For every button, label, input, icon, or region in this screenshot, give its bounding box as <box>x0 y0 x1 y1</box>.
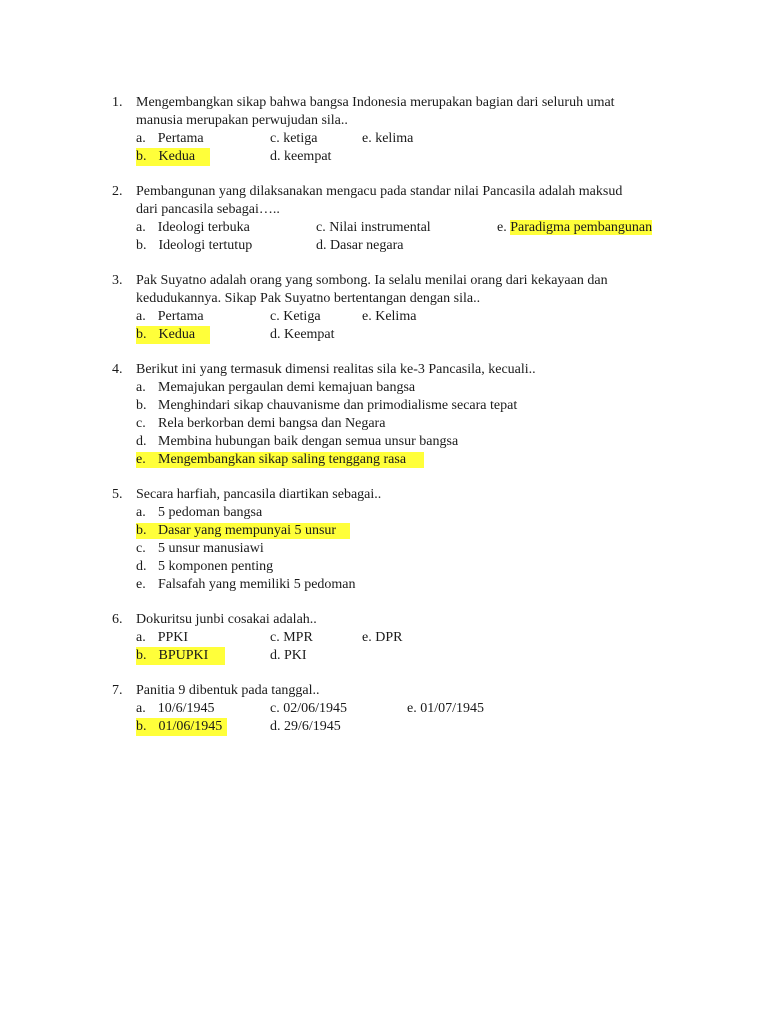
option-d: d. keempat <box>270 149 332 164</box>
option-a: a. Pertama <box>136 309 204 324</box>
question-number: 2. <box>112 184 123 199</box>
option-a: a. Ideologi terbuka <box>136 220 250 235</box>
option-c: c. Rela berkorban demi bangsa dan Negara <box>136 416 386 431</box>
question-1 <box>112 94 692 166</box>
option-b-answer: b. BPUPKI <box>136 647 225 665</box>
question-text-line: Berikut ini yang termasuk dimensi realitas sila ke-3 Pancasila, kecuali.. <box>136 362 536 377</box>
option-c: c. ketiga <box>270 131 318 146</box>
option-d: d. 29/6/1945 <box>270 719 341 734</box>
question-number: 5. <box>112 487 123 502</box>
option-a: a. 5 pedoman bangsa <box>136 505 263 520</box>
option-e: e. 01/07/1945 <box>407 701 484 716</box>
option-b-answer: b. Kedua <box>136 148 210 166</box>
question-text-line: Mengembangkan sikap bahwa bangsa Indonesia merupakan bagian dari seluruh umat <box>136 95 615 110</box>
option-c: c. Ketiga <box>270 309 321 324</box>
option-a: a. Memajukan pergaulan demi kemajuan bangsa <box>136 380 416 395</box>
option-b: b. Ideologi tertutup <box>136 238 253 253</box>
option-c: c. 5 unsur manusiawi <box>136 541 264 556</box>
option-c: c. Nilai instrumental <box>316 220 431 235</box>
option-e-answer: e. Mengembangkan sikap saling tenggang rasa <box>112 451 692 469</box>
option-d: d. Dasar negara <box>316 238 404 253</box>
option-d: d. Keempat <box>270 327 335 342</box>
question-number: 3. <box>112 273 123 288</box>
question-3 <box>112 272 692 344</box>
option-e: e. Falsafah yang memiliki 5 pedoman <box>136 577 356 592</box>
option-b: b. Menghindari sikap chauvanisme dan primodialisme secara tepat <box>136 398 518 413</box>
question-number: 4. <box>112 362 123 377</box>
option-a: a. Pertama <box>136 131 204 146</box>
option-a: a. 10/6/1945 <box>136 701 215 716</box>
option-b-answer: b. Dasar yang mempunyai 5 unsur <box>112 522 692 540</box>
question-6 <box>112 611 692 665</box>
option-d: d. PKI <box>270 648 307 663</box>
question-text-line: manusia merupakan perwujudan sila.. <box>136 113 348 128</box>
question-5 <box>112 486 692 594</box>
question-7 <box>112 682 692 736</box>
option-a: a. PPKI <box>136 630 189 645</box>
option-b-answer: b. Kedua <box>136 326 210 344</box>
option-d: d. Membina hubungan baik dengan semua unsur bangsa <box>136 434 459 449</box>
question-text-line: dari pancasila sebagai….. <box>136 202 280 217</box>
option-e: e. Kelima <box>362 309 417 324</box>
question-text-line: Pak Suyatno adalah orang yang sombong. Ia selalu menilai orang dari kekayaan dan <box>136 273 608 288</box>
option-e: e. kelima <box>362 131 414 146</box>
question-text-line: Pembangunan yang dilaksanakan mengacu pada standar nilai Pancasila adalah maksud <box>136 184 623 199</box>
question-text-line: Dokuritsu junbi cosakai adalah.. <box>136 612 317 627</box>
question-text-line: Panitia 9 dibentuk pada tanggal.. <box>136 683 320 698</box>
question-number: 1. <box>112 95 123 110</box>
question-text-line: kedudukannya. Sikap Pak Suyatno bertentangan dengan sila.. <box>136 291 481 306</box>
question-text-line: Secara harfiah, pancasila diartikan sebagai.. <box>136 487 382 502</box>
question-2 <box>112 183 692 255</box>
option-e-answer: e. Paradigma pembangunan <box>497 220 653 235</box>
question-number: 6. <box>112 612 123 627</box>
option-b-answer: b. 01/06/1945 <box>136 718 227 736</box>
question-number: 7. <box>112 683 123 698</box>
option-c: c. 02/06/1945 <box>270 701 347 716</box>
option-e: e. DPR <box>362 630 403 645</box>
option-c: c. MPR <box>270 630 313 645</box>
question-4 <box>112 361 692 469</box>
option-d: d. 5 komponen penting <box>136 559 274 574</box>
